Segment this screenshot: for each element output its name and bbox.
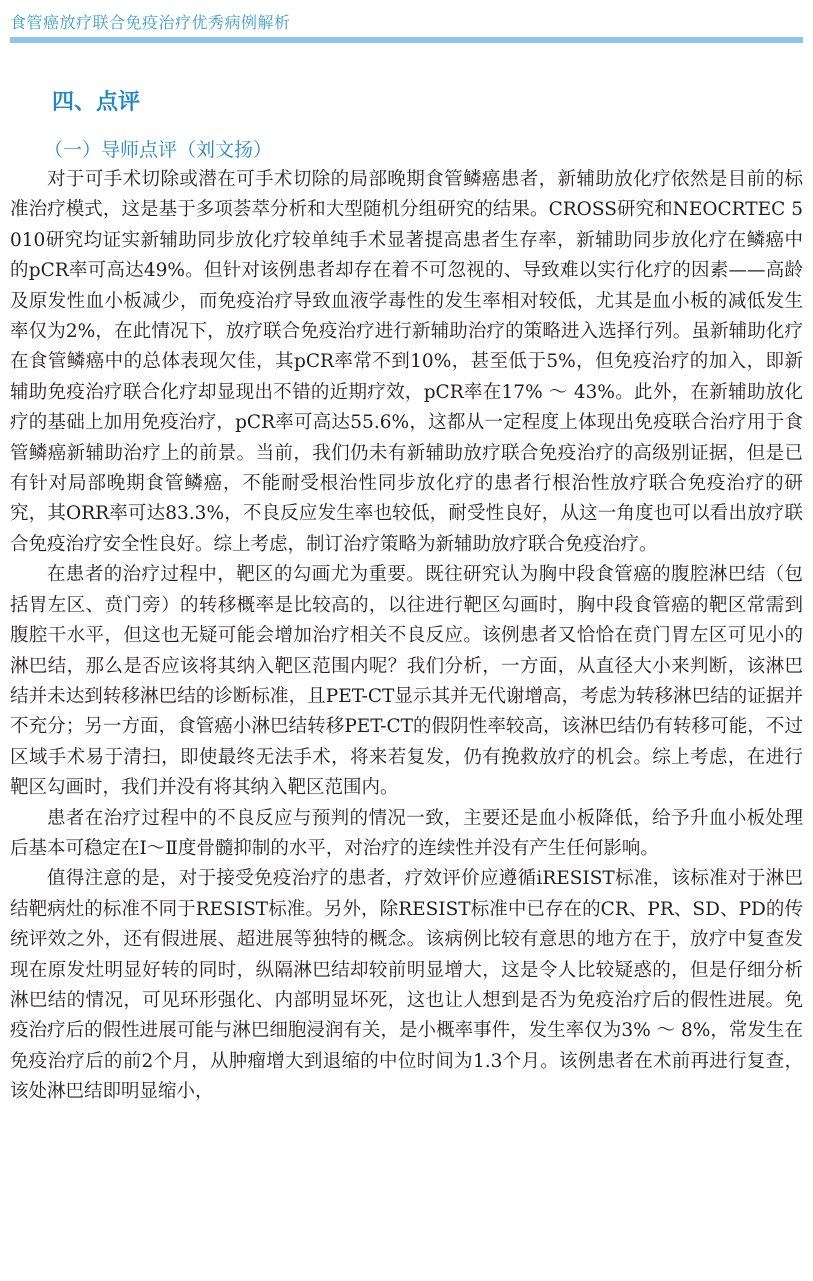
section-title: 四、点评 [52, 90, 141, 115]
header-rule [10, 37, 803, 43]
paragraph: 对于可手术切除或潜在可手术切除的局部晚期食管鳞癌患者，新辅助放化疗依然是目前的标准治疗模式，这是基于多项荟萃分析和大型随机分组研究的结果。CROSS研究和NEOCRTEC 5010研究均证实新辅助同步放化疗较单纯手术显著提高患者生存率，新辅助同步放化疗在鳞癌中的pCR率可高达49%。但针对该例患者却存在着不可忽视的、导致难以实行化疗的因素——高龄及原发性血小板减少，而免疫治疗导致血液学毒性的发生率相对较低，尤其是血小板的减低发生率仅为2%，在此情况下，放疗联合免疫治疗进行新辅助治疗的策略进入选择行列。虽新辅助化疗在食管鳞癌中的总体表现欠佳，其pCR率常不到10%，甚至低于5%，但免疫治疗的加入，即新辅助免疫治疗联合化疗却显现出不错的近期疗效，pCR率在17% ～ 43%。此外，在新辅助放化疗的基础上加用免疫治疗，pCR率可高达55.6%，这都从一定程度上体现出免疫联合治疗用于食管鳞癌新辅助治疗上的前景。当前，我们仍未有新辅助放疗联合免疫治疗的高级别证据，但是已有针对局部晚期食管鳞癌，不能耐受根治性同步放化疗的患者行根治性放疗联合免疫治疗的研究，其ORR率可达83.3%，不良反应发生率也较低，耐受性良好，从这一角度也可以看出放疗联合免疫治疗安全性良好。综上考虑，制订治疗策略为新辅助放疗联合免疫治疗。 [10, 169, 803, 555]
paragraph: 在患者的治疗过程中，靶区的勾画尤为重要。既往研究认为胸中段食管癌的腹腔淋巴结（包括胃左区、贲门旁）的转移概率是比较高的，以往进行靶区勾画时，胸中段食管癌的靶区常需到腹腔干水平，但这也无疑可能会增加治疗相关不良反应。该例患者又恰恰在贲门胃左区可见小的淋巴结，那么是否应该将其纳入靶区范围内呢？我们分析，一方面，从直径大小来判断，该淋巴结并未达到转移淋巴结的诊断标准，且PET-CT显示其并无代谢增高，考虑为转移淋巴结的证据并不充分；另一方面，食管癌小淋巴结转移PET-CT的假阴性率较高，该淋巴结仍有转移可能，不过区域手术易于清扫，即使最终无法手术，将来若复发，仍有挽救放疗的机会。综上考虑，在进行靶区勾画时，我们并没有将其纳入靶区范围内。 [10, 564, 803, 799]
body-text [10, 165, 803, 1108]
subsection-title: （一）导师点评（刘文扬） [44, 139, 273, 161]
paragraph: 值得注意的是，对于接受免疫治疗的患者，疗效评价应遵循iRESIST标准，该标准对于淋巴结靶病灶的标准不同于RESIST标准。另外，除RESIST标准中已存在的CR、PR、SD、PD的传统评效之外，还有假进展、超进展等独特的概念。该病例比较有意思的地方在于，放疗中复查发现在原发灶明显好转的同时，纵隔淋巴结却较前明显增大，这是令人比较疑惑的，但是仔细分析淋巴结的情况，可见环形强化、内部明显坏死，这也让人想到是否为免疫治疗后的假性进展。免疫治疗后的假性进展可能与淋巴细胞浸润有关，是小概率事件，发生率仅为3% ～ 8%，常发生在免疫治疗后的前2个月，从肿瘤增大到退缩的中位时间为1.3个月。该例患者在术前再进行复查，该处淋巴结即明显缩小， [10, 868, 803, 1103]
running-header-title: 食管癌放疗联合免疫治疗优秀病例解析 [10, 13, 291, 32]
paragraph: 患者在治疗过程中的不良反应与预判的情况一致，主要还是血小板降低，给予升血小板处理后基本可稳定在Ⅰ～Ⅱ度骨髓抑制的水平，对治疗的连续性并没有产生任何影响。 [10, 807, 803, 859]
